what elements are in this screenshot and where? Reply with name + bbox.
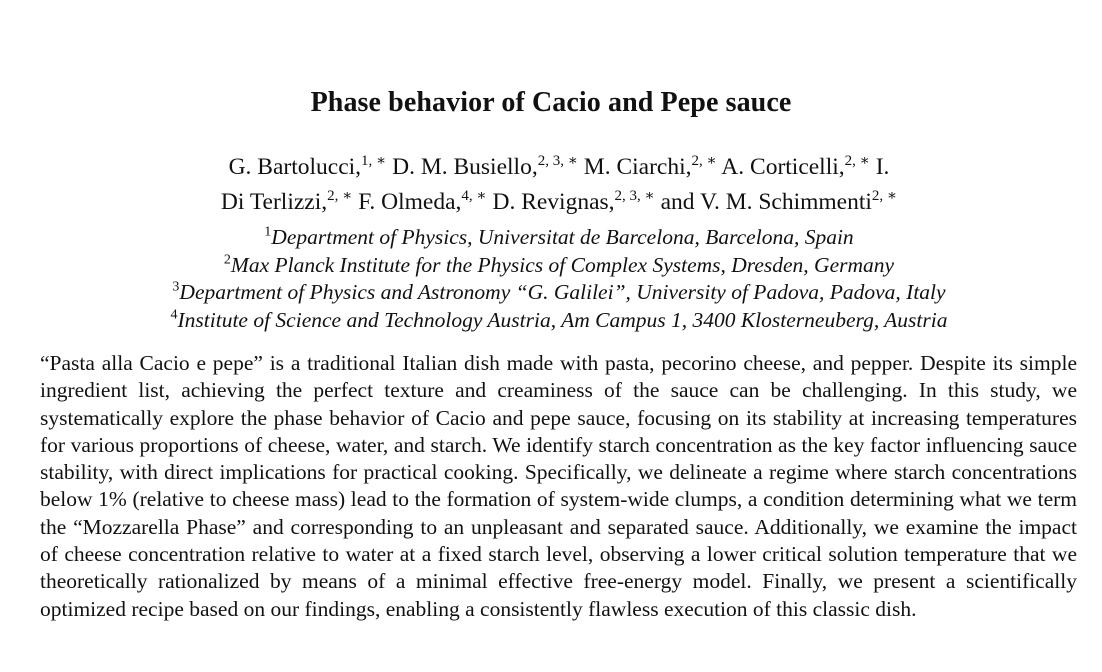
author-name: A. Corticelli,	[721, 154, 845, 180]
author-name: M. Ciarchi,	[583, 154, 692, 180]
author-name: Di Terlizzi,	[220, 189, 328, 215]
author	[876, 154, 890, 180]
author-name: and V. M. Schimmenti	[660, 189, 872, 215]
author	[358, 189, 486, 215]
author	[492, 189, 654, 215]
affiliation-text: Department of Physics and Astronomy “G. Galilei”, University of Padova, Padova, Italy	[179, 280, 946, 304]
affiliation	[0, 224, 1102, 252]
affiliation-number: 1	[264, 224, 272, 240]
abstract-text: “Pasta alla Cacio e pepe” is a traditional Italian dish made with pasta, pecorino cheese, and pepper. Despite its simple ingredient list, achieving the perfect texture and creaminess of the sauce can be challenging. In this study, we systematically explore the phase behavior of Cacio and pepe sauce, focusing on its stability at increasing temperatures for various proportions of cheese, water, and starch. We identify starch concentration as the key factor influencing sauce stability, with direct implications for practical cooking. Specifically, we delineate a regime where starch concentrations below 1% (relative to cheese mass) lead to the formation of system-wide clumps, a condition determining what we term the “Mozzarella Phase” and corresponding to an unpleasant and separated sauce. Additionally, we examine the impact of cheese concentration relative to water at a fixed starch level, observing a lower critical solution temperature that we theoretically rationalized by means of a minimal effective free-energy model. Finally, we present a scientifically optimized recipe based on our findings, enabling a consistently flawless execution of this classic dish.	[40, 351, 1077, 621]
author-affiliation-marker: 2, 3, ∗	[614, 188, 655, 204]
author-list	[0, 150, 1102, 220]
author	[229, 154, 387, 180]
author	[584, 154, 717, 180]
affiliation-list	[0, 224, 1102, 334]
affiliation-number: 2	[223, 252, 231, 268]
author-name: F. Olmeda,	[358, 189, 462, 215]
author-affiliation-marker: 4, ∗	[461, 188, 487, 204]
affiliation-number: 3	[172, 279, 180, 295]
author-name: D. Revignas,	[492, 189, 615, 215]
author	[392, 154, 578, 180]
affiliation	[0, 307, 1102, 335]
author-line-2	[0, 185, 1102, 220]
author-affiliation-marker: 2, ∗	[871, 188, 898, 204]
affiliation-text: Max Planck Institute for the Physics of Complex Systems, Dresden, Germany	[230, 252, 895, 277]
author-name: D. M. Busiello,	[392, 154, 538, 180]
author	[661, 189, 898, 215]
affiliation-number: 4	[170, 307, 178, 323]
author	[721, 154, 870, 180]
author-line-1	[0, 150, 1102, 185]
affiliation-text: Institute of Science and Technology Austria, Am Campus 1, 3400 Klosterneuberg, Austria	[177, 307, 948, 332]
affiliation	[0, 252, 1102, 280]
affiliation-text: Department of Physics, Universitat de Barcelona, Barcelona, Spain	[271, 225, 854, 249]
affiliation	[0, 279, 1102, 307]
paper-title: Phase behavior of Cacio and Pepe sauce	[310, 87, 792, 118]
author-affiliation-marker: 2, ∗	[844, 153, 870, 169]
author-affiliation-marker: 2, ∗	[327, 188, 353, 204]
author-affiliation-marker: 2, ∗	[691, 153, 717, 169]
author	[221, 189, 352, 215]
author-affiliation-marker: 2, 3, ∗	[537, 153, 578, 169]
author-affiliation-marker: 1, ∗	[361, 153, 387, 169]
author-name: I.	[875, 154, 890, 180]
author-name: G. Bartolucci,	[228, 154, 362, 180]
